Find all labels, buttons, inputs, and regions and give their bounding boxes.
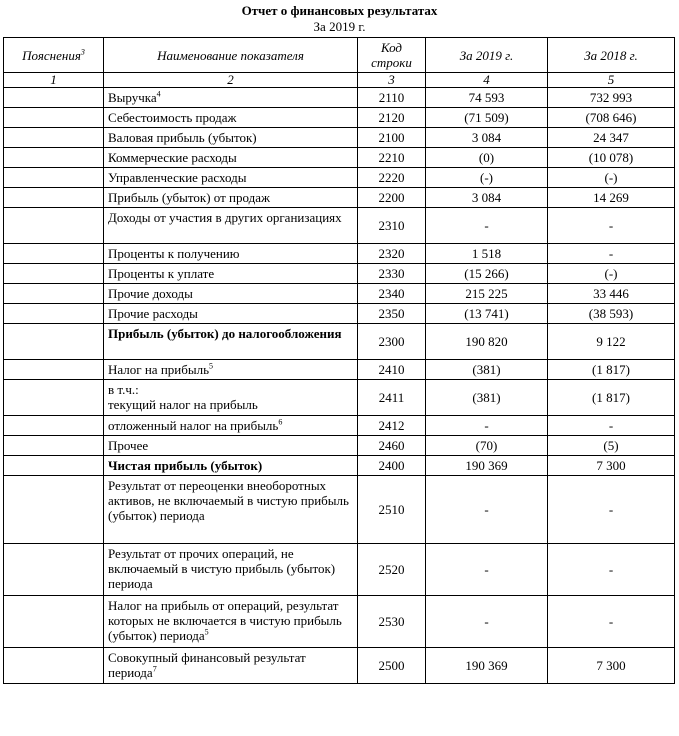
notes-cell [4,188,104,208]
notes-cell [4,128,104,148]
value-2018: - [548,244,675,264]
value-2018: (10 078) [548,148,675,168]
notes-cell [4,168,104,188]
table-row [4,476,675,544]
row-code: 2110 [358,88,426,108]
table-row [4,380,675,416]
column-number: 1 [4,73,104,88]
row-code: 2310 [358,208,426,244]
indicator-name [104,108,358,128]
value-2019: 190 820 [426,324,548,360]
table-row [4,456,675,476]
notes-cell [4,648,104,684]
indicator-name-text: Чистая прибыль (убыток) [108,458,263,473]
table-row [4,436,675,456]
notes-cell [4,324,104,360]
value-2019: 3 084 [426,188,548,208]
value-2019: (0) [426,148,548,168]
indicator-name [104,596,358,648]
header-notes: Пояснения$^3$ [4,38,104,73]
report-title: Отчет о финансовых результатах [241,3,438,18]
row-code: 2500 [358,648,426,684]
column-number: 5 [548,73,675,88]
table-row [4,264,675,284]
indicator-name-text: Результат от прочих операций, не включаемый в чистую прибыль (убыток) периода [108,546,336,591]
indicator-name-text: Себестоимость продаж [108,110,237,125]
table-row [4,544,675,596]
notes-cell [4,244,104,264]
row-code: 2210 [358,148,426,168]
value-2018: 732 993 [548,88,675,108]
indicator-name-text: Налог на прибыль [108,362,209,377]
indicator-name-text: текущий налог на прибыль [108,397,258,412]
value-2019: 74 593 [426,88,548,108]
indicator-name-text: Прибыль (убыток) от продаж [108,190,270,205]
table-row [4,244,675,264]
value-2018: - [548,596,675,648]
table-row [4,596,675,648]
value-2018: - [548,208,675,244]
table-row [4,128,675,148]
indicator-name [104,456,358,476]
value-2019: - [426,208,548,244]
header-name: Наименование показателя [104,38,358,73]
row-code: 2220 [358,168,426,188]
row-code: 2100 [358,128,426,148]
indicator-name [104,380,358,416]
notes-cell [4,304,104,324]
row-code: 2120 [358,108,426,128]
indicator-name-text: Налог на прибыль от операций, результат которых не включается в чистую прибыль (убыток) периода [108,598,342,643]
table-row [4,360,675,380]
indicator-name [104,188,358,208]
indicator-name-text: Прибыль (убыток) до налогообложения [108,326,342,341]
row-code: 2350 [358,304,426,324]
row-code: 2510 [358,476,426,544]
table-row [4,108,675,128]
table-row [4,208,675,244]
indicator-name-text: Совокупный финансовый результат периода [108,650,306,680]
indicator-name [104,544,358,596]
indicator-name-text: Валовая прибыль (убыток) [108,130,257,145]
value-2019: (71 509) [426,108,548,128]
indicator-name-text: Выручка [108,90,157,105]
value-2019: (381) [426,360,548,380]
notes-cell [4,380,104,416]
header-code: Код строки [358,38,426,73]
report-period: За 2019 г. [313,19,366,34]
notes-cell [4,476,104,544]
table-row [4,304,675,324]
footnote-mark: 5 [204,627,209,637]
value-2018: (-) [548,168,675,188]
notes-cell [4,108,104,128]
indicator-name [104,416,358,436]
indicator-name-text: Управленческие расходы [108,170,247,185]
header-2018: За 2018 г. [548,38,675,73]
indicator-name [104,304,358,324]
indicator-name [104,284,358,304]
indicator-name-text: Коммерческие расходы [108,150,237,165]
notes-cell [4,148,104,168]
indicator-name-text: Прочее [108,438,149,453]
value-2019: 3 084 [426,128,548,148]
indicator-name [104,436,358,456]
value-2018: (-) [548,264,675,284]
value-2019: - [426,476,548,544]
value-2018: 9 122 [548,324,675,360]
indicator-name-text: Прочие расходы [108,306,198,321]
value-2018: 24 347 [548,128,675,148]
indicator-name [104,208,358,244]
column-number-row [4,73,675,88]
indicator-name [104,360,358,380]
financial-results-table [3,37,675,684]
row-code: 2530 [358,596,426,648]
value-2018: 14 269 [548,188,675,208]
row-code: 2330 [358,264,426,284]
row-code: 2460 [358,436,426,456]
value-2019: 215 225 [426,284,548,304]
value-2019: 190 369 [426,456,548,476]
indicator-name [104,148,358,168]
indicator-name [104,324,358,360]
header-2019: За 2019 г. [426,38,548,73]
value-2018: 7 300 [548,456,675,476]
value-2019: - [426,416,548,436]
value-2018: (708 646) [548,108,675,128]
value-2018: (1 817) [548,360,675,380]
indicator-name-text: Проценты к получению [108,246,240,261]
value-2019: (13 741) [426,304,548,324]
row-code: 2200 [358,188,426,208]
row-code: 2410 [358,360,426,380]
value-2018: 33 446 [548,284,675,304]
value-2018: - [548,544,675,596]
value-2019: (-) [426,168,548,188]
indicator-name-text: в т.ч.: [108,382,139,397]
notes-cell [4,284,104,304]
indicator-name-text: Доходы от участия в других организациях [108,210,342,225]
indicator-name [104,88,358,108]
table-row [4,188,675,208]
indicator-name-text: Проценты к уплате [108,266,215,281]
value-2018: - [548,416,675,436]
indicator-name [104,476,358,544]
table-row [4,168,675,188]
notes-cell [4,208,104,244]
value-2019: (70) [426,436,548,456]
value-2019: 1 518 [426,244,548,264]
table-header-row [4,38,675,73]
row-code: 2412 [358,416,426,436]
notes-cell [4,416,104,436]
table-row [4,284,675,304]
row-code: 2300 [358,324,426,360]
column-number: 2 [104,73,358,88]
indicator-name [104,168,358,188]
value-2019: (381) [426,380,548,416]
row-code: 2400 [358,456,426,476]
value-2018: - [548,476,675,544]
value-2018: (5) [548,436,675,456]
notes-cell [4,544,104,596]
notes-cell [4,596,104,648]
column-number: 3 [358,73,426,88]
indicator-name-text: Прочие доходы [108,286,193,301]
table-row [4,88,675,108]
value-2019: (15 266) [426,264,548,284]
value-2018: (1 817) [548,380,675,416]
table-row [4,648,675,684]
indicator-name-text: отложенный налог на прибыль [108,418,279,433]
value-2018: (38 593) [548,304,675,324]
notes-cell [4,436,104,456]
indicator-name [104,244,358,264]
notes-cell [4,264,104,284]
footnote-mark: 6 [278,417,283,427]
value-2019: 190 369 [426,648,548,684]
row-code: 2320 [358,244,426,264]
notes-cell [4,360,104,380]
table-row [4,148,675,168]
indicator-name-text: Результат от переоценки внеоборотных активов, не включаемый в чистую прибыль (убыток) периода [108,478,349,523]
row-code: 2340 [358,284,426,304]
value-2019: - [426,596,548,648]
value-2018: 7 300 [548,648,675,684]
row-code: 2411 [358,380,426,416]
column-number: 4 [426,73,548,88]
notes-cell [4,456,104,476]
footnote-mark: 7 [152,664,157,674]
footnote-mark: 4 [156,89,161,99]
row-code: 2520 [358,544,426,596]
indicator-name [104,128,358,148]
indicator-name [104,648,358,684]
notes-cell [4,88,104,108]
footnote-mark: 5 [209,361,213,371]
indicator-name [104,264,358,284]
value-2019: - [426,544,548,596]
table-row [4,416,675,436]
table-row [4,324,675,360]
